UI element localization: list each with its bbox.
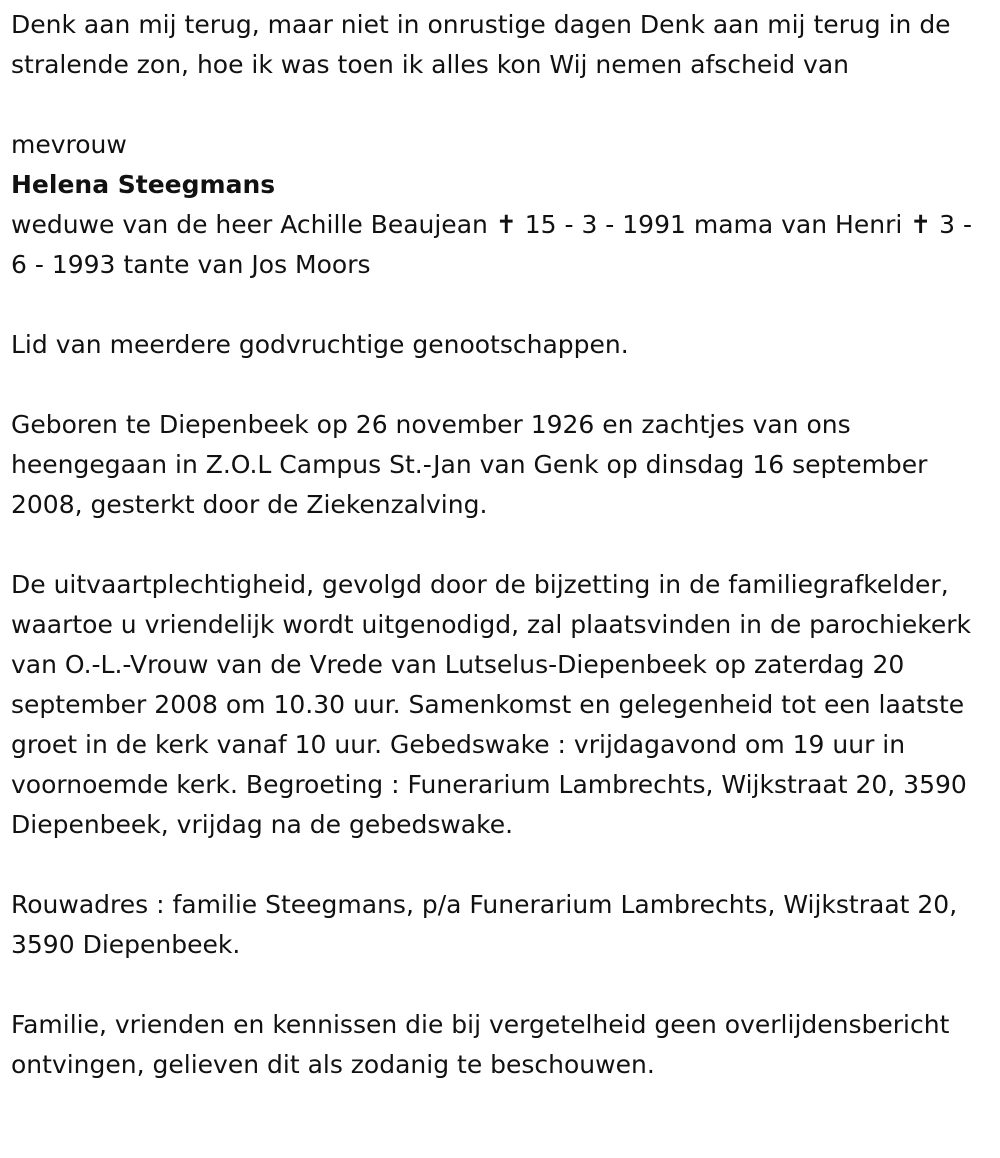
relations-text <box>11 205 980 285</box>
poem-text: Denk aan mij terug, maar niet in onrustige dagen Denk aan mij terug in de stralende zon, hoe ik was toen ik alles kon Wij nemen afscheid van <box>11 10 951 79</box>
address-text: Rouwadres : familie Steegmans, p/a Funerarium Lambrechts, Wijkstraat 20, 3590 Diepenbeek. <box>11 890 958 959</box>
honorific: mevrouw <box>11 130 127 159</box>
cross-icon: ✝ <box>910 210 932 239</box>
death-date-son: 3 - 6 - 1993 <box>11 210 973 279</box>
birth-death-text: Geboren te Diepenbeek op 26 november 1926 en zachtjes van ons heengegaan in Z.O.L Campus St.-Jan van Genk op dinsdag 16 september 2008, gesterkt door de Ziekenzalving. <box>11 410 928 519</box>
widow-of: weduwe van de heer Achille Beaujean <box>11 210 488 239</box>
ceremony-text: De uitvaartplechtigheid, gevolgd door de bijzetting in de familiegrafkelder, waartoe u vriendelijk wordt uitgenodigd, zal plaatsvinden in de parochiekerk van O.-L.-Vrouw van de Vrede van Lutselus-Diepenbeek op zaterdag 20 september 2008 om 10.30 uur. Samenkomst en gelegenheid tot een laatste groet in de kerk vanaf 10 uur. Gebedswake : vrijdagavond om 19 uur in voornoemde kerk. Begroeting : Funerarium Lambrechts, Wijkstraat 20, 3590 Diepenbeek, vrijdag na de gebedswake. <box>11 570 971 839</box>
deceased-name: Helena Steegmans <box>11 170 276 199</box>
membership-text: Lid van meerdere godvruchtige genootschappen. <box>11 330 629 359</box>
death-date-husband: 15 - 3 - 1991 <box>524 210 686 239</box>
mother-of: mama van Henri <box>693 210 903 239</box>
obituary-notice <box>11 5 980 1085</box>
aunt-of: tante van Jos Moors <box>123 250 371 279</box>
closing-text: Familie, vrienden en kennissen die bij vergetelheid geen overlijdensbericht ontvingen, gelieven dit als zodanig te beschouwen. <box>11 1010 950 1079</box>
cross-icon: ✝ <box>495 210 517 239</box>
